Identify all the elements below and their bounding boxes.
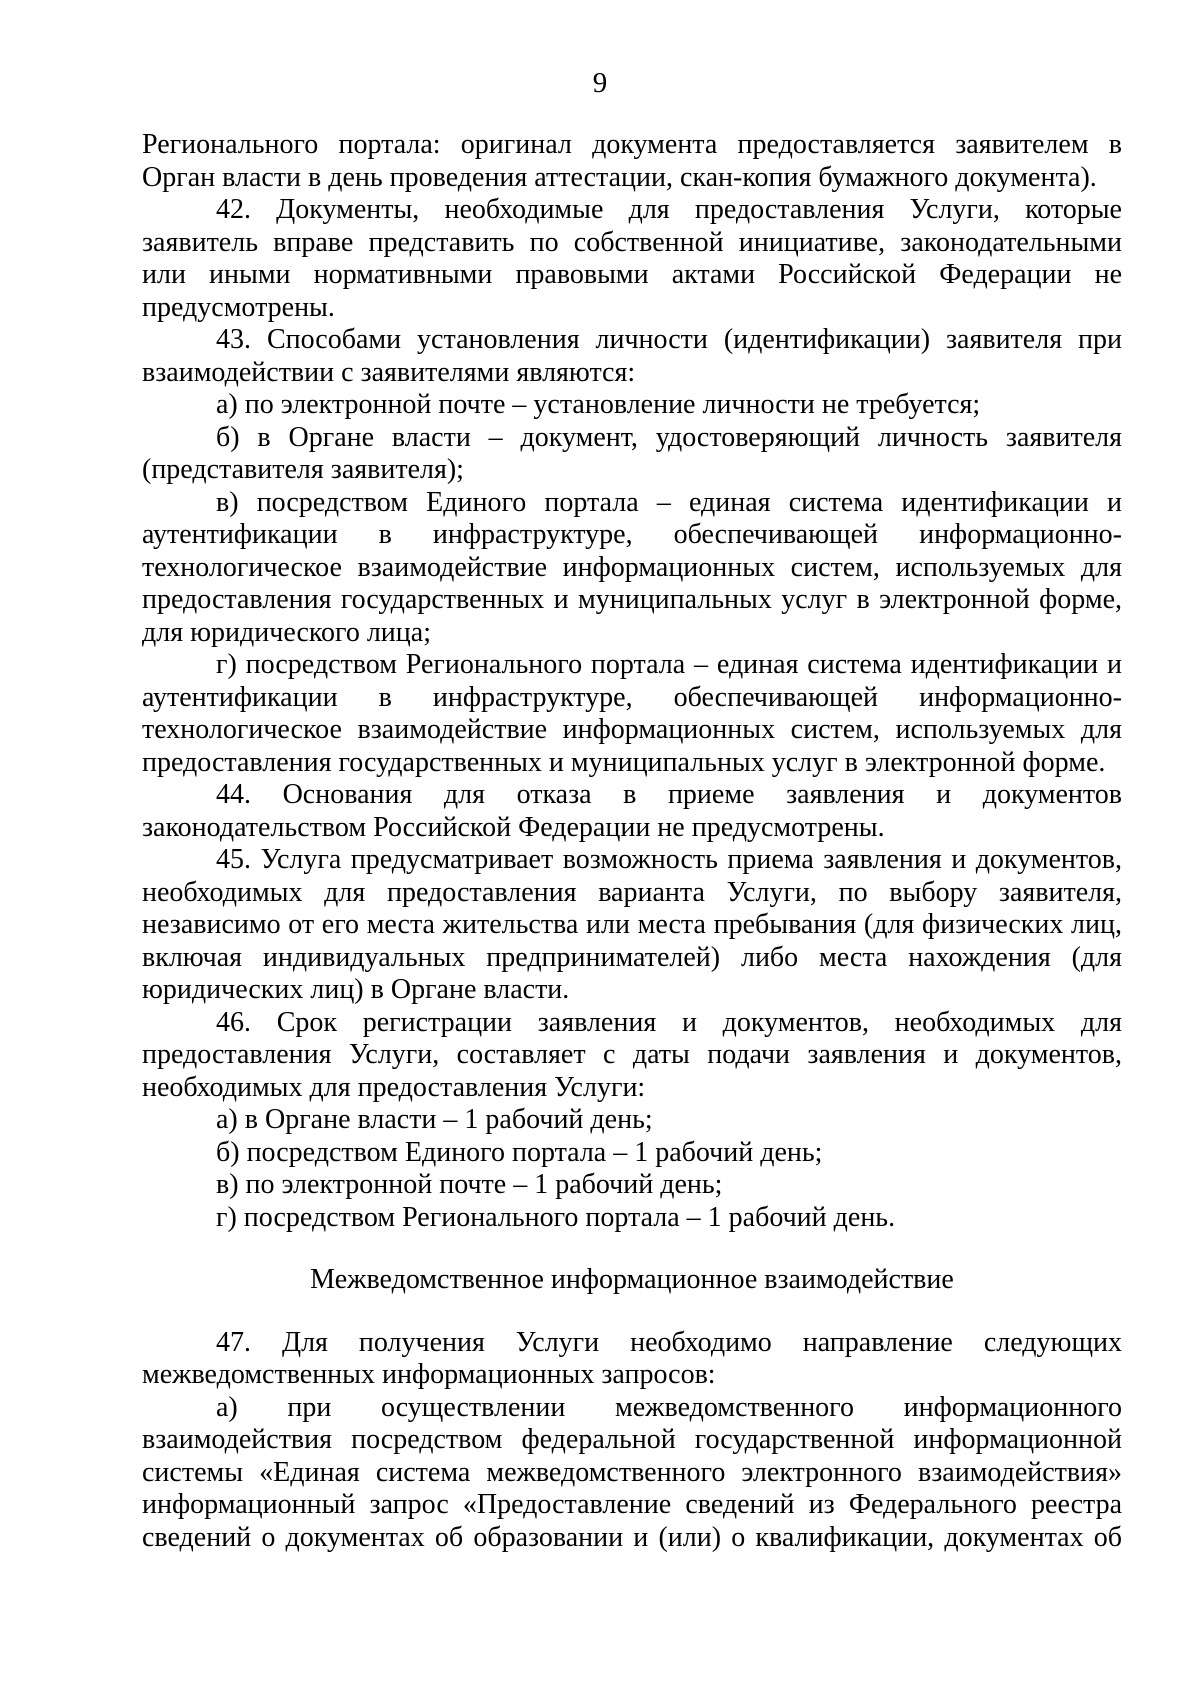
- paragraph-43-a: а) по электронной почте – установление личности не требуется;: [216, 389, 981, 420]
- paragraph-46-a: а) в Органе власти – 1 рабочий день;: [216, 1104, 653, 1135]
- paragraph-45: 45. Услуга предусматривает возможность приема заявления и документов, необходимых для предоставления варианта Услуги, по выбору заявителя, независимо от его места жительства или места пребывания (для физических лиц, включая индивидуальных предпринимателей) либо места нахождения (для юридических лиц) в Органе власти.: [142, 844, 1122, 1005]
- paragraph-continuation: Регионального портала: оригинал документа предоставляется заявителем в Орган власти в день проведения аттестации, скан-копия бумажного документа).: [142, 129, 1122, 193]
- paragraph-46-b: б) посредством Единого портала – 1 рабочий день;: [216, 1136, 823, 1168]
- paragraph-43-b: б) в Органе власти – документ, удостоверяющий личность заявителя (представителя заявителя);: [142, 421, 1122, 485]
- paragraph-44: 44. Основания для отказа в приеме заявления и документов законодательством Российской Федерации не предусмотрены.: [142, 779, 1122, 843]
- paragraph-46-g: г) посредством Регионального портала – 1 рабочий день.: [216, 1201, 896, 1233]
- paragraph-47: 47. Для получения Услуги необходимо направление следующих межведомственных информационных запросов:: [142, 1326, 1122, 1390]
- paragraph-43-v: в) посредством Единого портала – единая система идентификации и аутентификации в инфраструктуре, обеспечивающей информационно-технологическое взаимодействие информационных систем, используемых для предоставления государственных и муниципальных услуг в электронной форме, для юридического лица;: [142, 486, 1122, 648]
- paragraph-46-v: в) по электронной почте – 1 рабочий день;: [216, 1169, 723, 1200]
- section-heading: Межведомственное информационное взаимодействие: [310, 1264, 954, 1295]
- paragraph-43-g: г) посредством Регионального портала – единая система идентификации и аутентификации в инфраструктуре, обеспечивающей информационно-технологическое взаимодействие информационных систем, используемых для предоставления государственных и муниципальных услуг в электронной форме.: [142, 649, 1122, 778]
- document-body: [142, 129, 1122, 1554]
- paragraph-46: 46. Срок регистрации заявления и документов, необходимых для предоставления Услуги, составляет с даты подачи заявления и документов, необходимых для предоставления Услуги:: [142, 1006, 1122, 1103]
- page-number: 9: [592, 67, 608, 99]
- paragraph-43: 43. Способами установления личности (идентификации) заявителя при взаимодействии с заявителями являются:: [142, 324, 1122, 388]
- paragraph-42: 42. Документы, необходимые для предоставления Услуги, которые заявитель вправе представить по собственной инициативе, законодательными или иными нормативными правовыми актами Российской Федерации не предусмотрены.: [142, 194, 1122, 323]
- paragraph-47-a: а) при осуществлении межведомственного информационного взаимодействия посредством федеральной государственной информационной системы «Единая система межведомственного электронного взаимодействия» информационный запрос «Предоставление сведений из Федерального реестра сведений о документах об образовании и (или) о квалификации, документах об: [142, 1391, 1122, 1553]
